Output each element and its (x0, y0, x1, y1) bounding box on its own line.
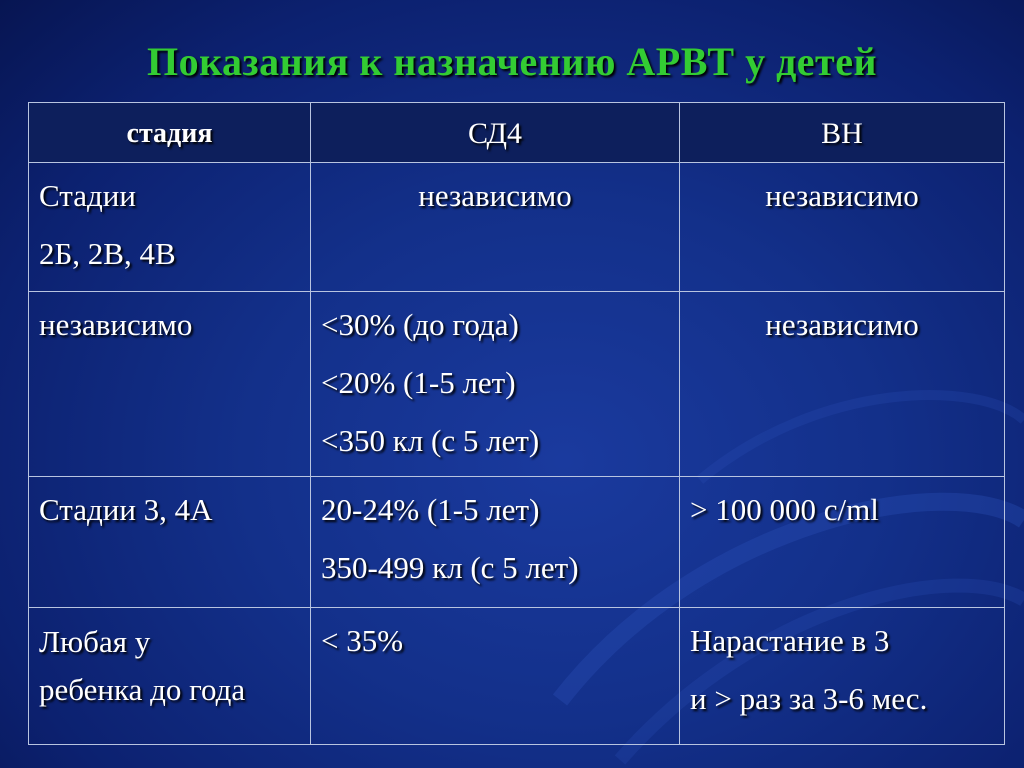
table-row (29, 163, 1005, 292)
cell-line: Нарастание в 3 (690, 623, 890, 658)
cell-line: 20-24% (1-5 лет) (321, 492, 540, 527)
table-row (29, 292, 1005, 477)
table-row (29, 477, 1005, 608)
cell-line: <30% (до года) (321, 307, 519, 342)
indications-table (28, 102, 1005, 745)
header-stage: стадия (29, 103, 311, 163)
cell-line: независимо (765, 307, 919, 342)
cell-cd4 (311, 608, 680, 745)
cell-line: <20% (1-5 лет) (321, 365, 516, 400)
cell-cd4 (311, 292, 680, 477)
cell-viral-load (680, 163, 1005, 292)
cell-line: < 35% (321, 623, 404, 658)
cell-line: независимо (39, 307, 193, 342)
cell-cd4 (311, 477, 680, 608)
cell-stage (29, 608, 311, 745)
header-cd4: СД4 (311, 103, 680, 163)
cell-line: > 100 000 c/ml (690, 492, 879, 527)
cell-line: и > раз за 3-6 мес. (690, 681, 928, 716)
cell-stage (29, 477, 311, 608)
cell-line: ребенка до года (39, 672, 246, 707)
cell-stage (29, 292, 311, 477)
cell-line: Любая у (39, 624, 151, 659)
cell-viral-load (680, 477, 1005, 608)
cell-viral-load (680, 292, 1005, 477)
cell-line: независимо (765, 178, 919, 213)
table-header-row (29, 103, 1005, 163)
table-row (29, 608, 1005, 745)
cell-stage (29, 163, 311, 292)
cell-line: Стадии (39, 178, 136, 213)
cell-line: независимо (418, 178, 572, 213)
cell-viral-load (680, 608, 1005, 745)
cell-line: <350 кл (с 5 лет) (321, 423, 540, 458)
header-viral-load: ВН (680, 103, 1005, 163)
cell-line: 350-499 кл (с 5 лет) (321, 550, 579, 585)
cell-line: 2Б, 2В, 4В (39, 236, 176, 271)
cell-line: Стадии 3, 4А (39, 492, 213, 527)
slide-title: Показания к назначению АРВТ у детей (146, 39, 878, 84)
cell-cd4 (311, 163, 680, 292)
